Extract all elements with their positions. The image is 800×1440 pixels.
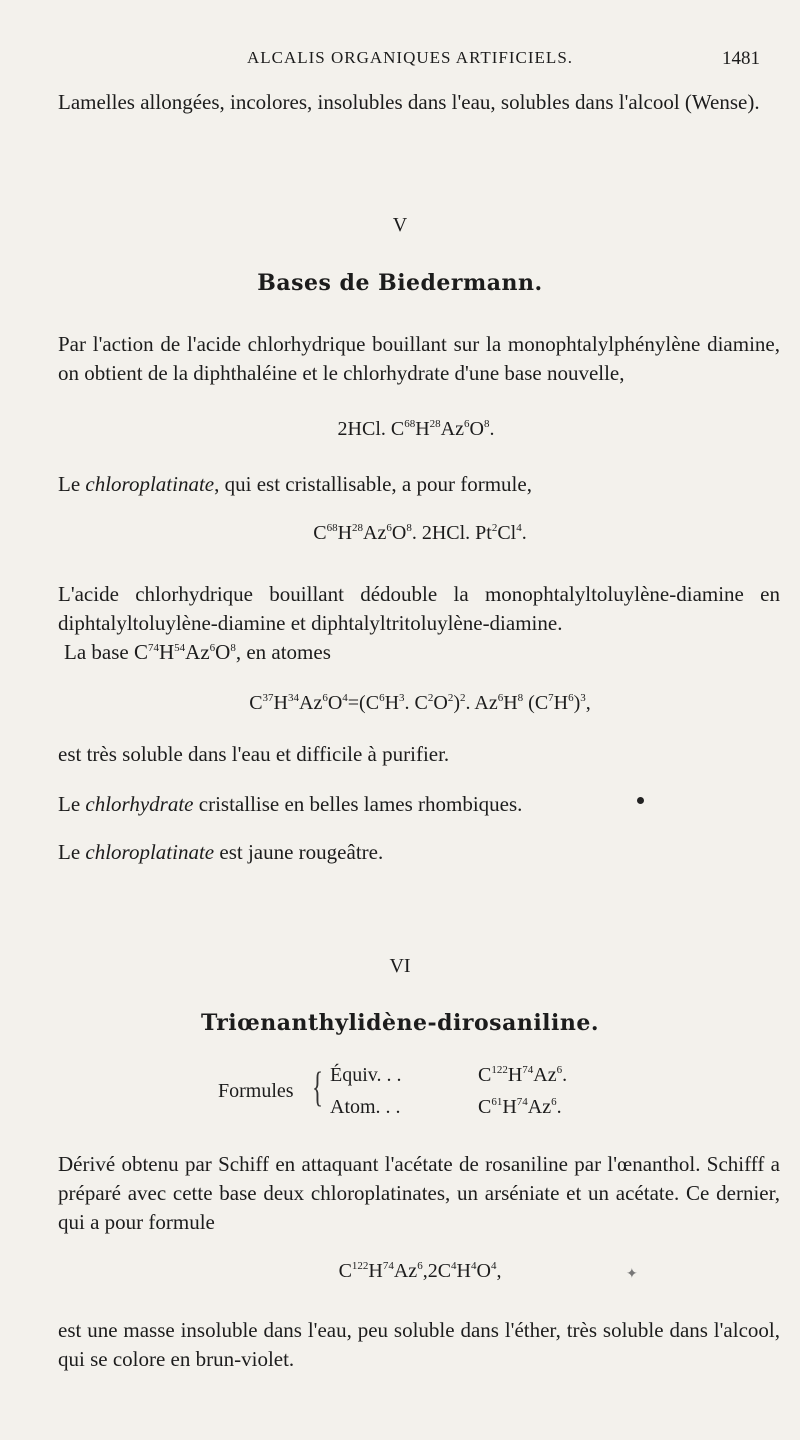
formules-label: Formules <box>218 1080 294 1102</box>
section-title-trioenanthylidene: Triœnanthylidène-dirosaniline. <box>200 1010 600 1036</box>
paragraph-soluble: est très soluble dans l'eau et difficile à purifier. <box>58 742 450 766</box>
paragraph-dedouble: L'acide chlorhydrique bouillant dédouble la monophtalyltoluylène-diamine en diphtalyltoluylène-diamine et diphtalyltritoluylène-diamine. <box>58 582 780 635</box>
page-header <box>60 48 760 74</box>
paragraph-chlorhydrate: Le chlorhydrate cristallise en belles lames rhombiques. <box>58 792 523 816</box>
paragraph-lamelles: Lamelles allongées, incolores, insolubles dans l'eau, solubles dans l'alcool (Wense). <box>58 90 760 114</box>
page-number: 1481 <box>722 48 760 69</box>
paragraph-masse-insoluble: est une masse insoluble dans l'eau, peu soluble dans l'éther, très soluble dans l'alcool, qui se colore en brun-violet. <box>58 1318 780 1371</box>
formula-chloroplatinate: $C^{68}H^{28}Az^6O^8$. 2HCl. Pt$^2$Cl$^4$. <box>313 522 527 544</box>
paragraph-action-acide: Par l'action de l'acide chlorhydrique bouillant sur la monophtalylphénylène diamine, on obtient de la diphthaléine et le chlorhydrate d'une base nouvelle, <box>58 332 780 385</box>
paragraph-derive-schiff: Dérivé obtenu par Schiff en attaquant l'acétate de rosaniline par l'œnanthol. Schifff a préparé avec cette base deux chloroplatinates, un arséniate et un acétate. Ce dernier, qui a pour formule <box>58 1152 780 1234</box>
running-title: ALCALIS ORGANIQUES ARTIFICIELS. <box>246 48 574 67</box>
bullet-mark <box>637 797 644 804</box>
section-number-v: V <box>392 214 408 236</box>
section-number-vi: VI <box>389 955 411 977</box>
paragraph-chloroplatinate-jaune: Le chloroplatinate est jaune rougeâtre. <box>58 840 384 864</box>
equiv-formula: $C^{122}H^{74}Az^6$. <box>478 1064 568 1086</box>
formula-chlorhydrate: 2HCl. $C^{68}H^{28}Az^6O^8$. <box>337 418 495 440</box>
paragraph-chloroplatinate: Le chloroplatinate, qui est cristallisable, a pour formule, <box>58 472 532 496</box>
formula-acetate: $C^{122}H^{74}Az^6,2C^4H^4O^4$, <box>338 1260 502 1282</box>
formula-en-atomes: $C^{37}H^{34}Az^6O^4=(C^6H^3$. $C^2O^2)^2$. $Az^6H^8$ $(C^7H^6)^3$, <box>249 692 591 714</box>
paragraph-la-base: La base $C^{74}H^{54}Az^6O^8$, en atomes <box>64 640 331 664</box>
ink-speck: ✦ <box>626 1267 638 1282</box>
atom-formula: $C^{61}H^{74}Az^6$. <box>478 1096 562 1118</box>
brace-icon: { <box>312 1065 324 1111</box>
equiv-label: Équiv. . . <box>330 1064 402 1086</box>
section-title-biedermann: Bases de Biedermann. <box>257 270 543 296</box>
atom-label: Atom. . . <box>330 1096 401 1118</box>
